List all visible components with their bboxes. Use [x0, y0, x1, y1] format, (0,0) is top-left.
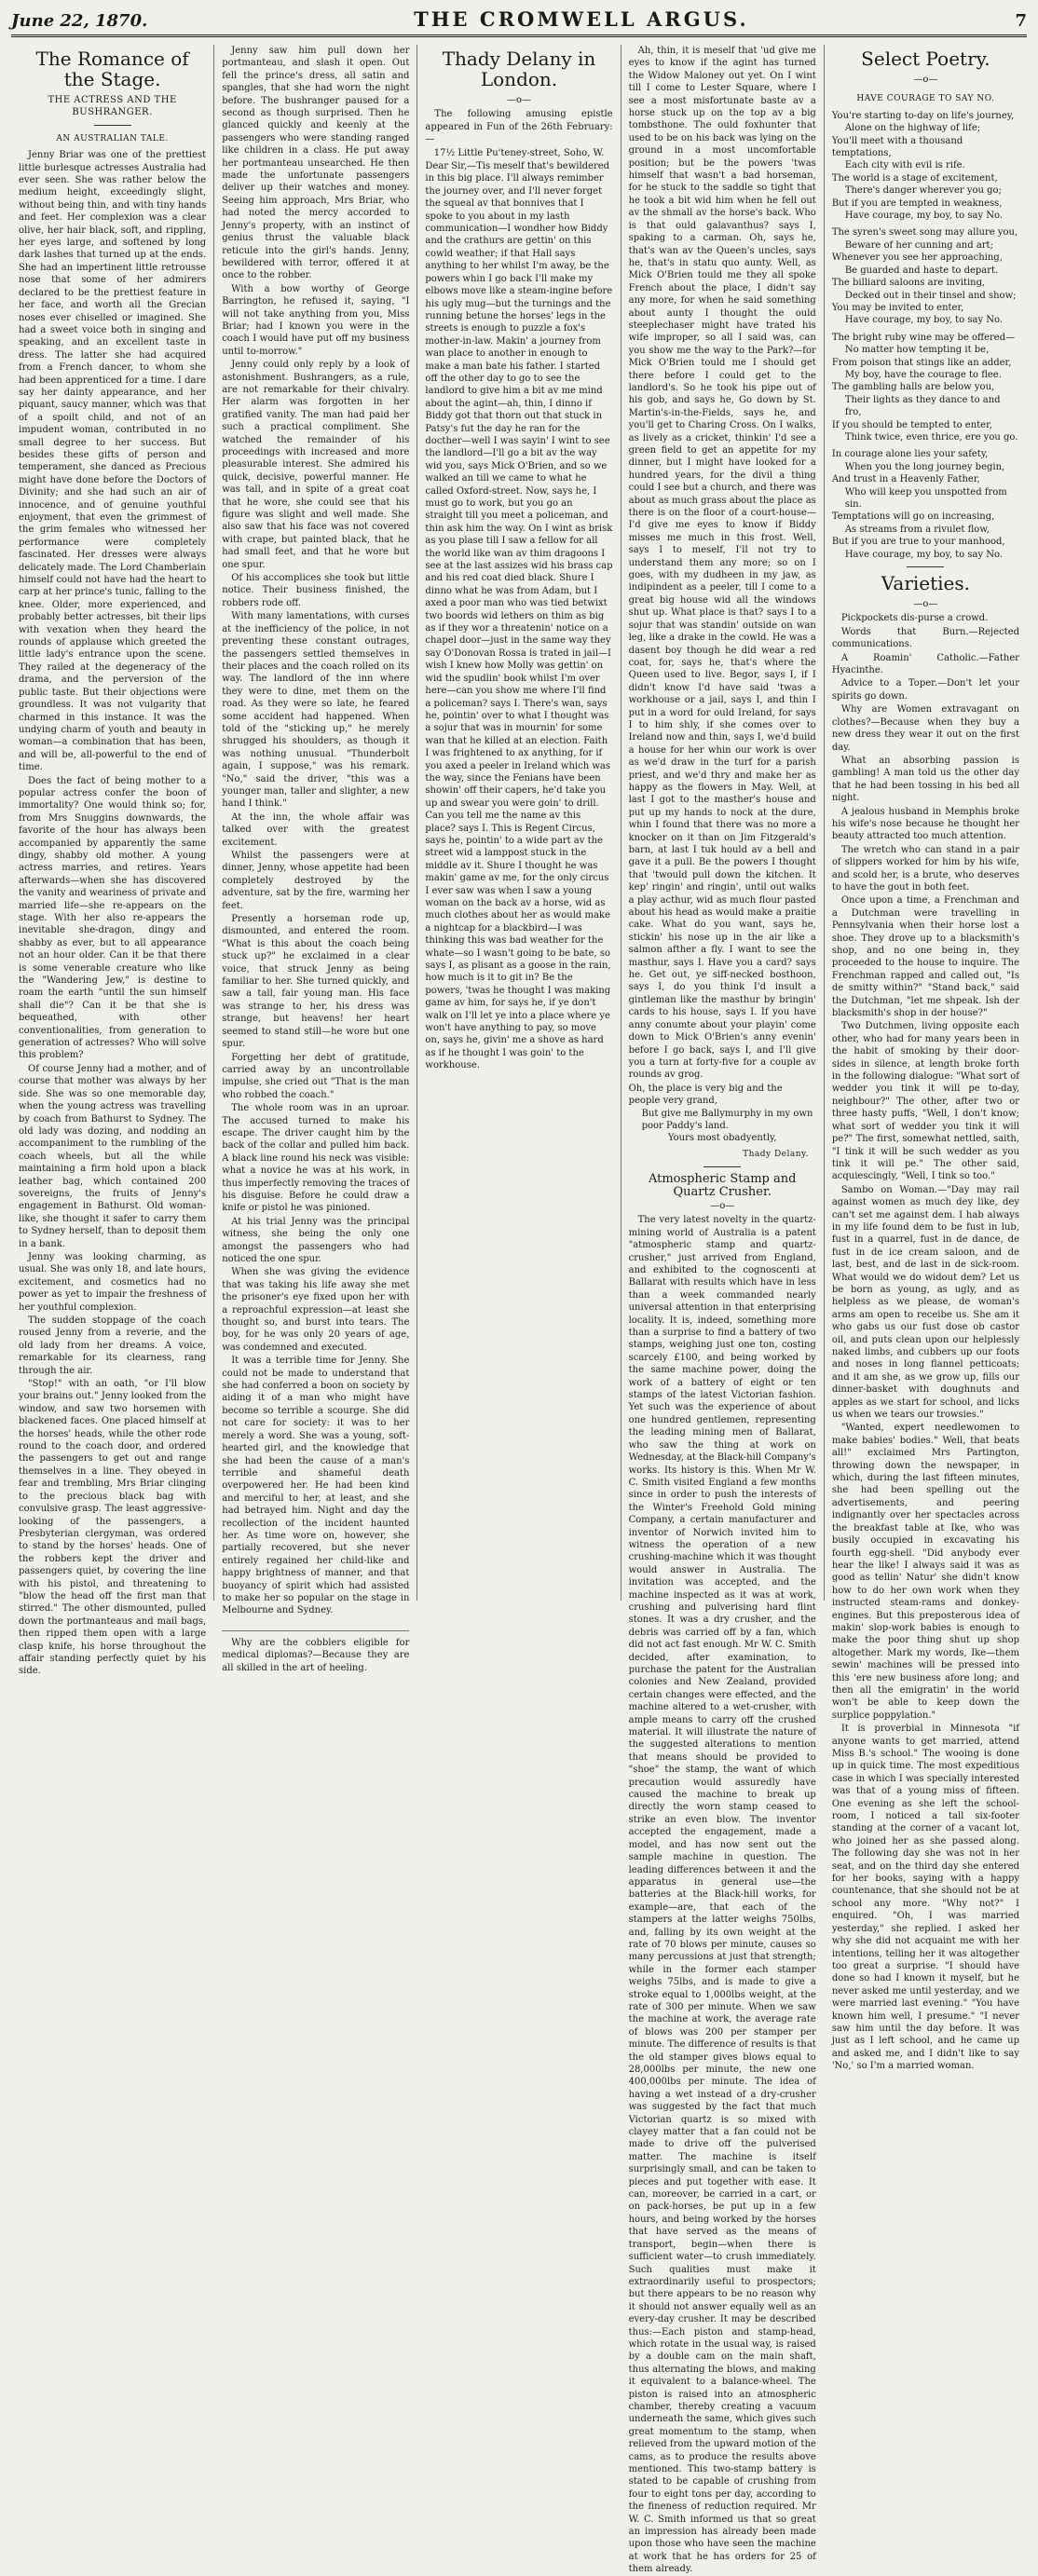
- poem-title: HAVE COURAGE TO SAY NO.: [856, 94, 995, 104]
- poem-line: You'll meet with a thousand temptations,: [831, 135, 963, 159]
- article-paragraph: With many lamentations, with curses at the inefficiency of the police, in not preventing these constant outrages, the passengers settled themselves in their places and the coach rolled on its way. The landlord of the inn where they were to dine, met them on the road. As they were so late, he feared some accident had happened. When told of the "sticking up," he merely shrugged his shoulders, as though it was nothing unusual. "Thunderbolt again, I suppose," was his remark. "No," said the driver, "this was a younger man, taller and slighter, a new hand I think.": [222, 611, 410, 810]
- verse-line: Oh, the place is very big and the people very grand,: [628, 1083, 783, 1107]
- thady-signature: Thady Delany.: [743, 1149, 809, 1159]
- thady-letter-continued: [629, 45, 816, 1082]
- poetry-heading: Select Poetry.: [861, 48, 990, 70]
- thady-closing: Yours most obadyently,: [667, 1133, 777, 1144]
- thady-address: 17½ Little Pu'teney-street, Soho, W.: [433, 147, 605, 158]
- variety-item: It is proverbial in Minnesota "if anyone wants to get married, attend Miss B.'s school." The wooing is done up in quick time. The most expeditious case in which I was specially interested was that of a young miss of fifteen. One evening as she left the school-room, I noticed a tall six-footer standing at the corner of a vacant lot, who joined her as she passed along. The following day she was not in her seat, and on the third day she entered for her books, saying with a happy countenance, that she should not be at school any more. "Why not?" I enquired. "Oh, I was married yesterday," she replied. I asked her why she did not acquaint me with her intentions, telling her it was altogether too great a surprise. "I should have done so had I known it myself, but he never asked me until yesterday, and we were married last evening." "You have known him well, I presume." "I never saw him until the day before. It was just as I left school, and he came up and asked me, and I didn't like to say 'No,' so I'm a married woman.: [831, 1724, 1020, 2072]
- poem-line: Alone on the highway of life;: [844, 123, 981, 134]
- variety-item: Once upon a time, a Frenchman and a Dutchman were travelling in Pennsylvania when their horse lost a shoe. They drove up to a blacksmith's shop, and no one being in, they proceeded to the house to inquire. The Frenchman rapped and called out, "Is de smitty within?" "Stand back," said the Dutchman, "let me shpeak. Ish der blacksmith's shop in der house?": [831, 895, 1020, 1019]
- variety-item: What an absorbing passion is gambling! A man told us the other day that he had been tossing in his bed all night.: [831, 755, 1020, 804]
- article-paragraph: Jenny could only reply by a look of astonishment. Bushrangers, as a rule, are not remarkable for their chivalry. Her alarm was forgotten in her gratified vanity. The man had paid her such a practical compliment. She watched the remainder of his proceedings with increased and more pleasurable interest. She admired his quick, decisive, powerful manner. He was tall, and in spite of a great coat that he wore, she could see that his figure was slight and well made. She also saw that his face was not covered with crape, but painted black, that he had small feet, and that he wore but one spur.: [222, 360, 410, 570]
- divider: [703, 1166, 741, 1167]
- varieties-heading: Varieties.: [881, 572, 971, 595]
- divider: [94, 125, 131, 126]
- poem-line: Have courage, my boy, to say No.: [844, 549, 1004, 560]
- variety-item: The wretch who can stand in a pair of slippers worked for him by his wife, and scold her, is a brute, who deserves to have the gout in both feet.: [831, 844, 1020, 893]
- thady-letter-body: [425, 160, 612, 1072]
- poem-line: When you the long journey begin,: [844, 461, 1005, 472]
- poem-line: Be guarded and haste to depart.: [844, 265, 999, 276]
- poem-line: There's danger wherever you go;: [844, 185, 1002, 197]
- masthead: [11, 0, 1027, 37]
- romance-section-label: AN AUSTRALIAN TALE.: [56, 133, 169, 143]
- column-2: [214, 45, 417, 1673]
- poem-line: But if you are true to your manhood,: [831, 537, 1005, 548]
- crusher-heading: Atmospheric Stamp and Quartz Crusher.: [648, 1172, 797, 1199]
- column-3: [417, 45, 621, 1601]
- variety-item: A Roamin' Catholic.—Father Hyacinthe.: [831, 652, 1020, 676]
- thady-heading: Thady Delany in London.: [442, 48, 596, 90]
- variety-item: Why are Women extravagant on clothes?—Because when they buy a new dress they wear it out on the first day.: [831, 704, 1020, 753]
- columns: [11, 45, 1027, 2575]
- poem-stanza: [832, 110, 1019, 223]
- letter-paragraph: Ah, thin, it is meself that 'ud give me eyes to know if the agint has turned the Widow Maloney out yet. On I wint till I come to Lester Square, where I see a most misfortunate baste av a horse stuck up on the top av a big tombsthone. The ould foxhunter that used to be on his back was lying on the ground in a most uncomfortable position; but be the powers 'twas himself that wasn't a bad horseman, for he stuck to the saddle so tight that he took a bit wid him when he fell out av the shmall av the horse's back. Who is that ould galavanthus? says I, spaking to a carman. Oh, says he, that's wan av the Queen's uncles, says he, that's in statu quo aunty. Well, as Mick O'Brien tould me they all spoke French about the place, I didn't say any more, for when he said something about aunty I thought the ould steeplechaser might have trated his wife improper, so all I said was, can you show me the way to the Park?—for Mick O'Brien tould me I should get there before I could get to the landlord's. So he took his pipe out of his gob, and says he, Go down by St. Martin's-in-the-Fields, says he, and you'll get to Charing Cross. On I walks, as lively as a cricket, thinkin' I'd see a green field to get an appetite for my dinner, but I might have looked for a hundred years, for the divil a thing could I see but a church, and there was about as much grass about the place as there is on the floor of a court-house—I'd give me eyes to know if Biddy misses me much in this frost. Well, says I to meself, I'll not try to understand them any more; so on I goes, with my dudheen in my jaw, as indipindent as a peeler, till I come to a great big house wid all the windows shut up. What place is that? says I to a sojur that was standin' outside on wan leg, like a drake in the cowld. He was a dasent boy though he did wear a red coat, for, says he, that's where the Queen used to live. Begor, says I, if I didn't know I'd have said 'twas a workhouse or a jail, says I, and thin I put in a word for ould Ireland, for says I to him shly, if she comes over to Ireland now and thin, says I, we'd build a house for her whin our work is over as we'd draw in the turf for a parish priest, and we'd thry and make her as happy as the flowers in May. Well, at last I got to the masther's house and put up my hands to nock at the dure, whin I found that there was no more a knocker on it than on Jim Fitzgerald's barn, at last I tuk hould av a bell and gave it a pull. Be the powers I thought that 'twould pull down the kitchen. It kep' ringin' and ringin', until out walks a play acthur, wid as much flour pasted about his head as would make a praitie cake. What do you want, says he, stickin' his nose up in the air like a salmon afther a fly. I want to see the masthur, says I. Have you a card? says he. Get out, ye siff-necked bosthoon, says I, do you think I'd insult a gintleman like the masthur by bringin' cards to his house, says I. If you have anny conumte about your playin' come down to Mick O'Brien's anny evenin' before I go back, says I, and I'll give you a turn at forty-five for a couple av rounds av grog.: [628, 46, 816, 1081]
- newspaper-title: THE CROMWELL ARGUS.: [414, 7, 749, 31]
- variety-item: Sambo on Woman.—"Day may rail against women as much dey like, dey can't set me against dem. I hab always in my life found dem to be fust in lub, fust in a quarrel, fust in de dance, de fust in de ice cream saloon, and de last, best, and de last in de sick-room. What would we do widout dem? Let us be born as young, as ugly, and as helpless as we please, de woman's arms am open to receibe us. She am it who gabs us our fust dose ob castor oil, and puts clean upon our helplessly naked limbs, and cubbers up our foots and noses in long flannel petticoats; and it am she, as we grow up, fills our dinner-basket with doughnuts and apples as we start for school, and licks us when we tears our trowsies.": [831, 1184, 1020, 1421]
- poem-line: You're starting to-day on life's journey,: [831, 110, 1015, 121]
- poem-line: But if you are tempted in weakness,: [831, 198, 1003, 209]
- poem-line: The syren's sweet song may allure you,: [831, 227, 1018, 239]
- poem-stanza: [832, 226, 1019, 326]
- poem-line: As streams from a rivulet flow,: [844, 524, 990, 535]
- issue-date: June 22, 1870.: [11, 11, 148, 31]
- poem-line: The world is a stage of excitement,: [831, 172, 998, 184]
- page-number: 7: [1015, 11, 1027, 31]
- variety-item: Two Dutchmen, living opposite each other, who had for many years been in the habit of smoking by their door-sides in silence, at length broke forth in the following dialogue: "What sort of wedder you tink it will pe to-day, neighbour?" The other, after two or three hasty puffs, "Well, I don't know; what sort of wedder you tink it will pe?" The first, somewhat nettled, saith, "I tink it will be such wedder as you tink it will pe." The other said, acquiescingly, "Well, I tink so too.": [831, 1021, 1020, 1182]
- poem-line: My boy, have the courage to flee.: [844, 369, 1002, 380]
- poem-line: Have courage, my boy, to say No.: [844, 211, 1004, 222]
- poem-line: If you should be tempted to enter,: [831, 419, 992, 430]
- variety-item: Words that Burn.—Rejected communications.: [831, 626, 1020, 650]
- poem-line: Whenever you see her approaching,: [831, 252, 1003, 264]
- poem-line: Beware of her cunning and art;: [844, 239, 993, 251]
- poem-line: Have courage, my boy, to say No.: [844, 315, 1004, 326]
- verse-line: But give me Ballymurphy in my own poor Paddy's land.: [641, 1108, 813, 1131]
- romance-article-continued: [222, 45, 409, 1617]
- article-paragraph: Presently a horseman rode up, dismounted, and entered the room. "What is this about the coach being stuck up?" he exclaimed in a clear voice, that struck Jenny as being familiar to her. She turned quickly, and saw a tall, fair young man. His face was strange to her, his dress was strange, but heavens! her heart seemed to stand still—he wore but one spur.: [222, 914, 410, 1050]
- poem-line: From poison that stings like an adder,: [831, 357, 1012, 368]
- poem-line: You may be invited to enter,: [831, 302, 964, 313]
- poem-line: In courage alone lies your safety,: [831, 449, 989, 460]
- poem-line: And trust in a Heavenly Father,: [831, 474, 980, 485]
- poem-line: The billiard saloons are inviting,: [831, 278, 986, 289]
- poem-line: Decked out in their tinsel and show;: [844, 290, 1017, 301]
- poem-line: Who will keep you unspotted from sin.: [844, 486, 1007, 510]
- ornament-dash: —o—: [913, 75, 938, 85]
- romance-heading: The Romance of the Stage.: [35, 48, 189, 90]
- romance-subheading: THE ACTRESS AND THE BUSHRANGER.: [48, 95, 177, 118]
- variety-item: "Wanted, expert needlewomen to make babies' bodies." Well, that beats all!" exclaimed Mrs Partington, throwing down the newspaper, in which, during the last fifteen minutes, she had been spelling out the advertisements, and peering indignantly over her spectacles across the breakfast table at Ike, who was busily occupied in excavating his fourth egg-shell. "Did anybody ever hear the like! I always said it was as good as tellin' Natur' she didn't know how to do her own work when they instructed steam-rams and donkey-engines. But this preposterous idea of makin' slop-work babies is enough to make the poor thing shut up shop altogether. Mark my words, Ike—them sewin' machines will be pressed into this 'ere new business afore long; and then all the emigratin' in the world won't be able to keep down the surplice poppylation.": [831, 1423, 1020, 1721]
- poem-line: Think twice, even thrice, ere you go.: [844, 431, 1018, 443]
- letter-paragraph: Dear Sir,—Tis meself that's bewildered in this big place. I'll always remimber the journey over, and I'll never forget the squeal av that bonnives that I spoke to you about in my lasth communication—I wondher how Biddy and the crathurs are gettin' on this cowld weather; if that Hall says anything to her whilst I'm away, be the powers whin I go back I'll make my elbows move like a steam-ingine before his ugly mug—but the turnings and the running betune the horses' legs in the streets is enough to puzzle a fox's mother-in-law. Makin' a journey from wan place to another in enough to make a man bate his father. I started off the other day to go to see the landlord to give him a bit av me mind about the agint—ah, thin, I dinno if Biddy got that thorn out that stuck in Patsy's fut the day he ran for the docther—well I was sayin' I wint to see the landlord—I'll go a bit av the way wid you, says Mick O'Brien, and so we walked an till we came to what he called Oxford-street. Now, says he, I must go to work, but you go an straight till you meet a policeman, and thin ask him the way. On I wint as brisk as you plase till I saw a fellow for all the world like wan av thim dragoons I see at the last assizes wid his brass cap and his red coat died black. Shure I dinno what he was from Adam, but I axed a poor man who was tied betwixt two boords wid lethers on thim as big as if they wor a threatenin' notice on a chapel door—just in the same way they say O'Donovan Rossa is trated in jail—I wish I knew how Molly was gettin' on wid the spudlin' book whilst I'm over here—can you show me where I'll find a policeman? says I. There's wan, says he, pointin' over to what I thought was a sojur that was in mournin' for some wan that he killed at an election. Faith I was frightened to ax anything, for if you axed a peeler in Ireland which was the way, since the Fenians have been showin' off their capers, he'd take you up and swear you were goin' to drill. Can you tell me the name av this place? says I. This is Regent Circus, says he, pointin' to a wide part av the street wid a lamppost stuck in the middle av it. Shure I thought he was makin' game av me, for the only circus I ever saw was when I saw a young woman on the back av a horse, wid as much clothes about her as would make a nightcap for a blackbird—I was thinking this was bad weather for the whate—so I wasn't going to be bate, so says I, as plisant as a goose in the rain, how much is it to git in? Be the powers, 'twas he thought I was making game av him, for says he, if ye don't walk on I'll let ye into a place where ye won't have anything to pay, so move on, says he, givin' me a shove as hard as if he thought I was goin' to the workhouse.: [425, 161, 613, 1071]
- divider: [907, 566, 944, 567]
- poem-stanza: [832, 332, 1019, 444]
- poem-line: Their lights as they dance to and fro,: [844, 394, 1001, 418]
- ornament-dash: —o—: [506, 95, 532, 105]
- article-paragraph: Jenny was looking charming, as usual. She was only 18, and late hours, excitement, and cosmetics had no power as yet to impair the freshness of her youthful complexion.: [19, 1251, 207, 1313]
- article-paragraph: Jenny Briar was one of the prettiest little burlesque actresses Australia had ever seen. She was rather below the medium height, exceedingly slight, without being thin, and with tiny hands and feet. Her complexion was a clear olive, her hair black, soft, and rippling, her eyes large, and softened by long dark lashes that turned up at the ends. She had an impertinent little retrousse nose that some of her admirers declared to be the prettiest feature in her face, and worth all the Grecian noses ever chiselled or imagined. She had a sweet voice both in singing and speaking, and an excellent taste in dress. The latter she had acquired from a French dancer, to whom she had been apprenticed for a time. I dare say her dainty appearance, and her piquant, saucy manner, which was that of a spoilt child, and not of an impudent woman, contributed in no small degree to her success. But besides these gifts of person and temperament, she danced as Precious might have done before the Doctors of Divinity; and she had such an air of innocence, and of genuine youthful enjoyment, that even the grimmest of the grim females who witnessed her performance were completely fascinated. Her dresses were always delicately made. The Lord Chamberlain himself could not have had the heart to carp at her prince's tunic, falling to the knee. Older, more experienced, and probably better actresses, bit their lips with vexation when they heard the rounds of applause which greeted the little lady's entrance upon the scene. They railed at the degeneracy of the drama, and the perversion of the public taste. But their objections were groundless. It was not vulgarity that charmed in this instance. It was the undying charm of youth and beauty in woman—a combination that has been, and will be, all-powerful to the end of time.: [19, 150, 207, 773]
- thady-verse: [629, 1083, 816, 1133]
- footnote-text: Why are the cobblers eligible for medical diplomas?—Because they are all skilled in the art of heeling.: [222, 1637, 410, 1673]
- poem-line: No matter how tempting it be,: [844, 345, 990, 356]
- article-paragraph: "Stop!" with an oath, "or I'll blow your brains out." Jenny looked from the window, and saw two horsemen with blackened faces. One placed himself at the horses' heads, while the other rode round to the coach door, and ordered the passengers to get out and range themselves in a line. They obeyed in fear and trembling, Mrs Briar clinging to the precious black bag with convulsive grasp. The least aggressive-looking of the passengers, a Presbyterian clergyman, was ordered to stand by the horses' heads. One of the robbers kept the driver and passengers quiet, by covering the line with his pistol, and threatening to "blow the head off the first man that stirred." The other dismounted, pulled down the portmanteaus and mail bags, then ripped them open with a large clasp knife, his horse throughout the affair standing perfectly quiet by his side.: [19, 1379, 207, 1677]
- article-paragraph: The sudden stoppage of the coach roused Jenny from a reverie, and the old lady from her dreams. A voice, remarkable for its clearness, rang through the air.: [19, 1315, 207, 1376]
- romance-article-body: [19, 149, 206, 1678]
- crusher-article-body: [629, 1214, 816, 2575]
- column-5: [825, 45, 1027, 2072]
- article-paragraph: Forgetting her debt of gratitude, carried away by an uncontrollable impulse, she cried out "That is the man who robbed the coach.": [222, 1052, 410, 1100]
- poem-line: The gambling halls are below you,: [831, 382, 995, 393]
- poem-stanza: [832, 448, 1019, 561]
- ornament-dash: —o—: [710, 1200, 735, 1211]
- variety-item: Advice to a Toper.—Don't let your spirits go down.: [831, 678, 1020, 702]
- poem-line: Each city with evil is rife.: [844, 160, 965, 171]
- variety-item: A jealous husband in Memphis broke his wife's nose because he thought her beauty attracted too much attention.: [831, 806, 1020, 842]
- cobbler-joke: [222, 1630, 409, 1674]
- column-1: [11, 45, 214, 1677]
- article-paragraph: At his trial Jenny was the principal witness, she being the only one amongst the passengers who had noticed the one spur.: [222, 1216, 410, 1264]
- ornament-dash: —o—: [913, 599, 938, 610]
- article-paragraph: Of his accomplices she took but little notice. Their business finished, the robbers rode off.: [222, 573, 410, 608]
- article-paragraph: At the inn, the whole affair was talked over with the greatest excitement.: [222, 811, 410, 848]
- article-paragraph: Whilst the passengers were at dinner, Jenny, whose appetite had been completely destroyed by the adventure, sat by the fire, warming her feet.: [222, 851, 410, 911]
- article-paragraph: Jenny saw him pull down her portmanteau, and slash it open. Out fell the prince's dress, all satin and spangles, that she had worn the night before. The bushranger paused for a second as though surprised. Then he glanced quickly and keenly at the passengers who were standing ranged like children in a class. He put away her portmanteau unsearched. He then made the unfortunate passengers deliver up their watches and money. Seeing him approach, Mrs Briar, who had noted the mercy accorded to Jenny's property, with an instinct of genius thrust the valuable black reticule into the girl's hands. Jenny, bewildered with terror, offered it at once to the robber.: [222, 46, 410, 281]
- varieties-list: [832, 612, 1019, 2072]
- article-paragraph: With a bow worthy of George Barrington, he refused it, saying, "I will not take anything from you, Miss Briar; had I known you were in the coach I would have put off my business until to-morrow.": [222, 283, 410, 357]
- article-paragraph: The whole room was in an uproar. The accused turned to make his escape. The driver caught him by the back of the collar and pulled him back. A black line round his neck was visible: what a novice he was at his work, in thus imperfectly removing the traces of his disguise. Before he could draw a knife or pistol he was pinioned.: [222, 1103, 410, 1214]
- column-4: [621, 45, 825, 2575]
- article-paragraph: Does the fact of being mother to a popular actress confer the boon of immortality? One would think so; for, from Mrs Snuggins downwards, the favorite of the hour has always been accompanied by apparently the same dingy, shabby old mother. A young actress marries, and retires. Years afterwards—when she has discovered the vanity and weariness of private and married life—she re-appears on the stage. With her also re-appears the inevitable she-dragon, dingy and shabby as ever, but to all appearance not an hour older. Can it be that there is some venerable creature who like the "Wandering Jew," is destine to roam the earth "until the sun himself shall die"? Can it be that she is bequeathed, with other conventionalities, from generation to generation of actresses? Who will solve this problem?: [19, 775, 207, 1061]
- article-paragraph: When she was giving the evidence that was taking his life away she met the prisoner's eye fixed upon her with a reproachful expression—at least she thought so, and burst into tears. The boy, for he was only 20 years of age, was condemned and executed.: [222, 1267, 410, 1353]
- poem-line: The bright ruby wine may be offered—: [831, 332, 1016, 343]
- article-paragraph: The very latest novelty in the quartz-mining world of Australia is a patent "atmospheric stamp and quartz-crusher," just arrived from England, and exhibited to the cognoscenti at Ballarat with results which have in less than a week commanded nearly universal attention in that enterprising locality. It is, indeed, something more than a surprise to find a battery of two stamps, weighing just one ton, costing scarcely £100, and being worked by the same machine power, doing the work of a battery of eight or ten stamps of the latest Victorian fashion. Yet such was the experience of about one hundred gentlemen, representing the leading mining men of Ballarat, who saw the thing at work on Wednesday, at the Black-hill Company's works. Its history is this. When Mr W. C. Smith visited England a few months since in order to push the interests of the Winter's Freehold Gold mining Company, a certain manufacturer and inventor of Norwich invited him to witness the operation of a new crushing-machine which it was thought would answer in Australia. The invitation was accepted, and the machine inspected as it was at work, crushing and pulverising hard flint stones. It was a dry crusher, and the debris was carried off by a fan, which did not act fast enough. Mr W. C. Smith decided, after examination, to purchase the patent for the Australian colonies and New Zealand, provided certain changes were effected, and the machine altered to a wet-crusher, with ample means to carry off the crushed material. It will illustrate the nature of the suggested alterations to mention that means should be provided to "shoe" the stamp, the want of which precaution would assuredly have caused the machine to break up directly the worn stamp ceased to strike an even blow. The inventor accepted the engagement, made a model, and has now sent out the sample machine in question. The leading differences between it and the apparatus in general use—the batteries at the Black-hill works, for example—are, that each of the stampers at the latter weighs 750lbs, and, falling by its own weight at the rate of 70 blows per minute, causes so many percussions at just that strength; while in the former each stamper weighs 75lbs, and is made to give a stroke equal to 1,000lbs weight, at the rate of 300 per minute. When we saw the machine at work, the average rate of blows was 200 per stamper per minute. The difference of results is that the old stamper gives blows equal to 28,000lbs per minute, the new one 400,000lbs per minute. The idea of having a wet instead of a dry-crusher was suggested by the fact that much Victorian quartz is so mixed with clayey matter that a fan could not be made to drive off the pulverised matter. The machine is itself surprisingly small, and can be taken to pieces and put together with ease. It can, moreover, be carried in a cart, or on pack-horses, be put up in a few hours, and being worked by the horses that have served as the means of transport, begin—when there is sufficient water—to crush immediately. Such qualities must make it extraordinarily useful to prospectors; but there appears to be no reason why it should not answer equally well as an every-day crusher. It may be described thus:—Each piston and stamp-head, which rotate in the usual way, is raised by a double cam on the main shaft, thus alternating the blows, and making it equivalent to a balance-wheel. The piston is raised into an atmospheric chamber, thereby creating a vacuum underneath the same, which gives such great momentum to the stamp, when relieved from the upward motion of the cams, as to produce the results above mentioned. This two-stamp battery is stated to be capable of crushing from four to eight tons per day, according to the fineness of reduction required. Mr W. C. Smith informed us that so great an impression has already been made upon those who have seen the machine at work that he has orders for 25 of them already.: [628, 1215, 816, 2575]
- variety-item: Pickpockets dis-purse a crowd.: [840, 613, 989, 624]
- article-paragraph: Of course Jenny had a mother, and of course that mother was always by her side. She was so one memorable day, when the young actress was travelling by coach from Bathurst to Sydney. The old lady was dozing, and nodding an accompaniment to the rumbling of the coach wheels, but all the while maintaining a firm hold upon a black leather bag, which contained 200 sovereigns, the fruits of Jenny's engagement in Bathurst. Old woman-like, she thought it safer to carry them to Sydney herself, than to deposit them in a bank.: [19, 1063, 207, 1249]
- poem-body: [832, 110, 1019, 561]
- poem-line: Temptations will go on increasing,: [831, 511, 995, 523]
- thady-intro: The following amusing epistle appeared in Fun of the 26th February:—: [425, 109, 613, 145]
- article-paragraph: It was a terrible time for Jenny. She could not be made to understand that she had conferred a boon on society by aiding it of a man who might have become so terrible a scourge. She did not care for society: it was to her merely a word. She was a young, soft-hearted girl, and the knowledge that she had been the cause of a man's terrible and shameful death overpowered her. He had been kind and merciful to her, at least, and she had betrayed him. Night and day the recollection of the incident haunted her. As time wore on, however, she partially recovered, but she never entirely regained her child-like and happy brightness of manner, and that buoyancy of spirit which had assisted to make her so popular on the stage in Melbourne and Sydney.: [222, 1356, 410, 1616]
